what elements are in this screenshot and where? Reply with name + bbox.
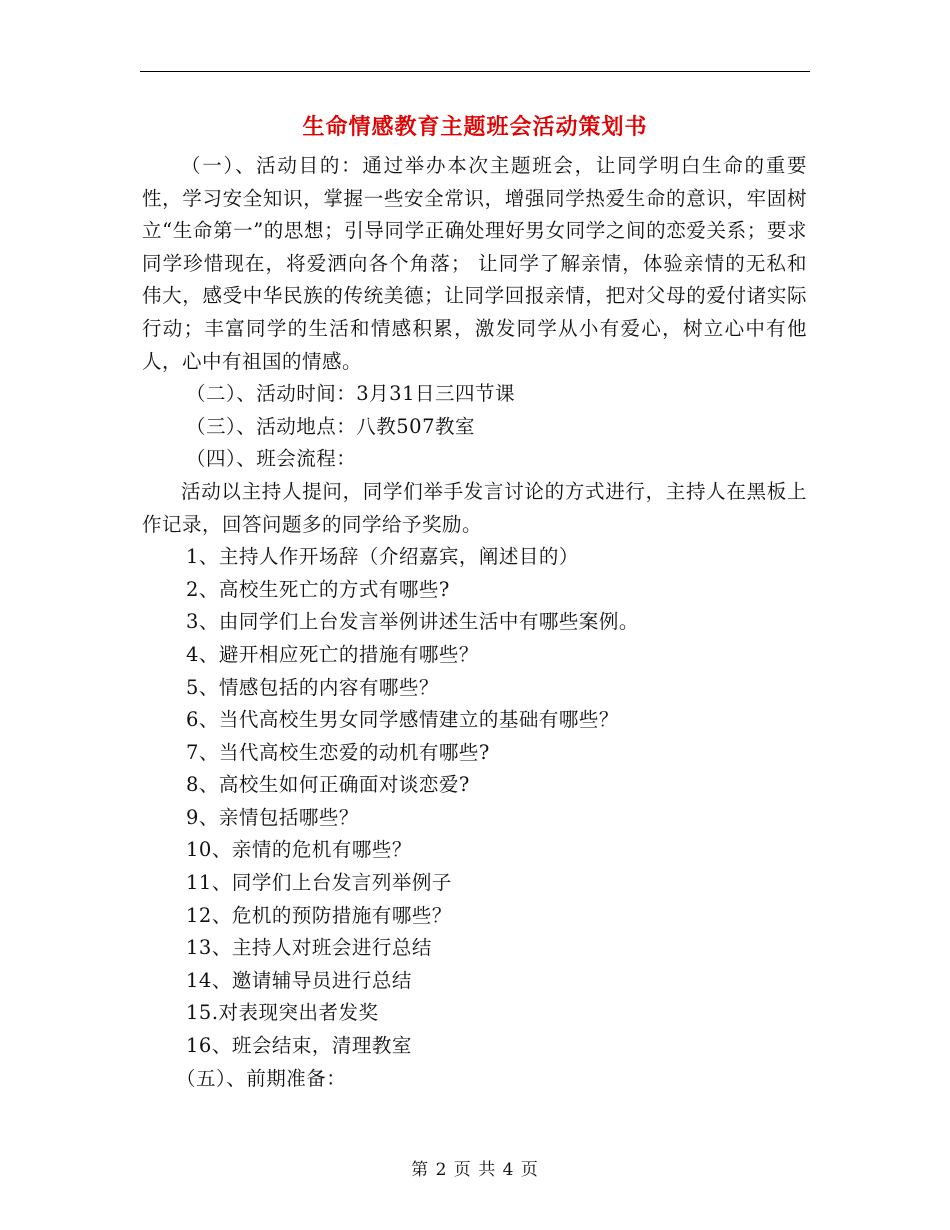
flow-step-item: 12、危机的预防措施有哪些？ (186, 903, 452, 927)
flow-step-item: 14、邀请辅导员进行总结 (186, 968, 412, 992)
prep-heading: （五）、前期准备： (176, 1066, 347, 1090)
flow-step-item: 3、由同学们上台发言举例讲述生活中有哪些案例。 (186, 610, 639, 634)
flow-step-item: 1、主持人作开场辞（介绍嘉宾，阐述目的） (186, 545, 579, 569)
flow-heading: （四）、班会流程： (186, 447, 357, 471)
flow-step-item: 11、同学们上台发言列举例子 (186, 871, 452, 895)
header-rule (140, 71, 810, 72)
document-title: 生命情感教育主题班会活动策划书 (302, 114, 648, 140)
purpose-paragraph: （一）、活动目的：通过举办本次主题班会，让同学明白生命的重要性，学习安全知识，掌握一些安全常识，增强同学热爱生命的意识，牢固树立“生命第一”的思想；引导同学正确处理好男女同学之间的恋爱关系；要求同学珍惜现在，将爱洒向各个角落； 让同学了解亲情，体验亲情的无私和伟大，感受中华民族的传统美德；让同学回报亲情，把对父母的爱付诸实际行动；丰富同学的生活和情感积累，激发同学从小有爱心，树立心中有他人，心中有祖国的情感。 (142, 154, 807, 373)
flow-step-item: 10、亲情的危机有哪些？ (186, 838, 412, 862)
flow-step-item: 13、主持人对班会进行总结 (186, 936, 432, 960)
flow-step-item: 9、亲情包括哪些？ (186, 805, 359, 829)
flow-step-item: 8、高校生如何正确面对谈恋爱? (186, 773, 470, 797)
flow-step-item: 6、当代高校生男女同学感情建立的基础有哪些？ (186, 708, 619, 732)
flow-step-item: 2、高校生死亡的方式有哪些? (186, 577, 450, 601)
time-line: （二）、活动时间：3月31日三四节课 (186, 382, 515, 406)
flow-intro-paragraph: 活动以主持人提问，同学们举手发言讨论的方式进行，主持人在黑板上作记录，回答问题多的同学给予奖励。 (142, 479, 807, 536)
page-number-footer: 第 2 页 共 4 页 (411, 1160, 539, 1180)
flow-step-item: 7、当代高校生恋爱的动机有哪些? (186, 740, 490, 764)
flow-step-item: 5、情感包括的内容有哪些？ (186, 675, 439, 699)
flow-step-item: 4、避开相应死亡的措施有哪些？ (186, 642, 479, 666)
flow-step-item: 15.对表现突出者发奖 (186, 1001, 379, 1025)
flow-step-item: 16、班会结束，清理教室 (186, 1034, 412, 1058)
place-line: （三）、活动地点：八教507教室 (186, 414, 475, 438)
document-body (142, 150, 807, 1095)
flow-steps-list (142, 541, 807, 1063)
